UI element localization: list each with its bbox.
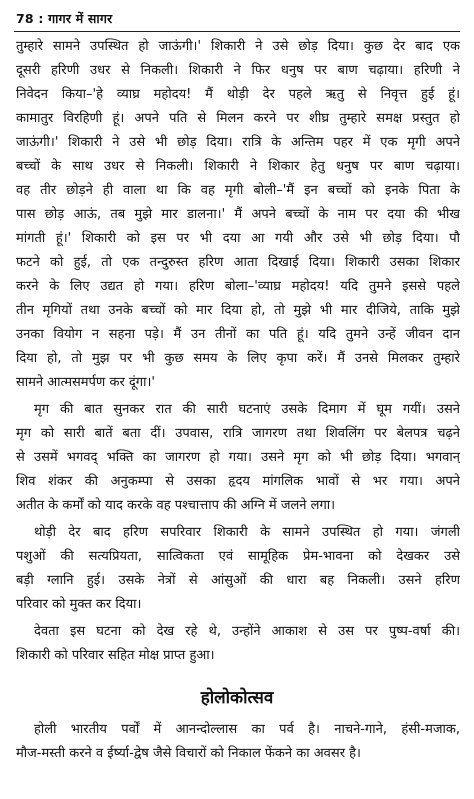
text-line: दिया हो, तो मुझ पर भी कुछ समय के लिए कृपा करें। मैं उनसे मिलकर तुम्हारे (16, 351, 460, 366)
text-line: परिवार को मुक्त कर दिया। (16, 597, 142, 612)
text-line: मौज-मस्ती करने व ईर्ष्या-द्वेष जैसे विचारों को निकाल फेंकने का अवसर है। (16, 746, 361, 761)
header-separator: : (38, 11, 44, 26)
text-line: देवता इस घटना को देख रहे थे, उन्होंने आकाश से उस पर पुष्प-वर्षा की। (34, 624, 460, 639)
text-line: शिकारी को परिवार सहित मोक्ष प्राप्त हुआ। (16, 648, 215, 663)
text-line: बड़ी ग्लानि हुई। उसके नेत्रों से आंसुओं की धारा बह निकली। उसने हरिण (16, 573, 460, 588)
text-line: मृग को सारी बातें बता दीं। उपवास, रात्रि जागरण तथा शिवलिंग पर बेलपत्र चढ़ने (16, 426, 460, 441)
text-line: वह तीर छोड़ने ही वाला था कि वह मृगी बोली–'मैं इन बच्चों को इनके पिता के (16, 183, 460, 198)
text-line: अतीत के कर्मों को याद करके वह पश्चात्ताप की अग्नि में जलने लगा। (16, 498, 336, 513)
text-line: पशुओं की सत्यप्रियता, सात्विकता एवं सामूहिक प्रेम-भावना को देखकर उसे (16, 549, 460, 564)
running-header (16, 9, 456, 29)
text-line: बच्चों के साथ उधर से निकली। शिकारी ने शिकार हेतु धनुष पर बाण चढ़ाया। (16, 159, 460, 174)
text-line: तीन मृगियों तथा उनके बच्चों को मार दिया हो, तो मुझे भी मार दीजिये, ताकि मुझे (16, 303, 460, 318)
header-divider (14, 31, 460, 32)
text-line: होली भारतीय पर्वों में आनन्दोल्लास का पर्व है। नाचने-गाने, हंसी-मजाक, (34, 722, 460, 737)
text-line: फटने को हुई, तो एक तन्दुरुस्त हरिण आता दिखाई दिया। शिकारी उसका शिकार (16, 255, 460, 270)
text-line: कामातुर विरहिणी हूं। अपने पति से मिलन करने पर शीघ्र तुम्हारे समक्ष प्रस्तुत हो (16, 111, 460, 126)
text-line: थोड़ी देर बाद हरिण सपरिवार शिकारी के सामने उपस्थित हो गया। जंगली (34, 525, 460, 540)
page-number: 78 (16, 11, 34, 26)
section-heading: होलोकोत्सव (200, 688, 274, 708)
text-line: शिव शंकर की अनुकम्पा से उसका हृदय मांगलिक भावों से भर गया। अपने (16, 474, 460, 489)
text-line: मांगती हूं।' शिकारी को इस पर भी दया आ गयी और उसे भी छोड़ दिया। पौ (16, 231, 460, 246)
text-line: से उसमें भगवद् भक्ति का जागरण हो गया। उसने मृग को भी छोड़ दिया। भगवान् (16, 450, 460, 465)
text-line: जाऊंगी।' शिकारी ने उसे भी छोड़ दिया। रात्रि के अन्तिम पहर में एक मृगी अपने (16, 135, 460, 150)
text-line: मृग की बात सुनकर रात की सारी घटनाएं उसके दिमाग में घूम गयीं। उसने (34, 402, 460, 417)
book-title: गागर में सागर (48, 11, 113, 26)
text-line: निवेदन किया–'हे व्याघ्र महोदय! मैं थोड़ी देर पहले ऋतु से निवृत्त हुई हूं। (16, 87, 460, 102)
text-line: पास छोड़ आऊं, तब मुझे मार डालना।' मैं अपने बच्चों के नाम पर दया की भीख (16, 207, 460, 222)
text-line: करने के लिए उद्यत हो गया। हरिण बोला–'व्याघ्र महोदय! यदि तुमने इससे पहले (16, 279, 460, 294)
text-line: दूसरी हरिणी उधर से निकली। शिकारी ने फिर धनुष पर बाण चढ़ाया। हरिणी ने (16, 63, 460, 78)
text-line: तुम्हारे सामने उपस्थित हो जाऊंगी।' शिकारी ने उसे छोड़ दिया। कुछ देर बाद एक (16, 39, 460, 54)
text-line: उनका वियोग न सहना पड़े। मैं उन तीनों का पति हूं। यदि तुमने उन्हें जीवन दान (16, 327, 460, 342)
text-line: सामने आत्मसमर्पण कर दूंगा।' (16, 375, 155, 390)
